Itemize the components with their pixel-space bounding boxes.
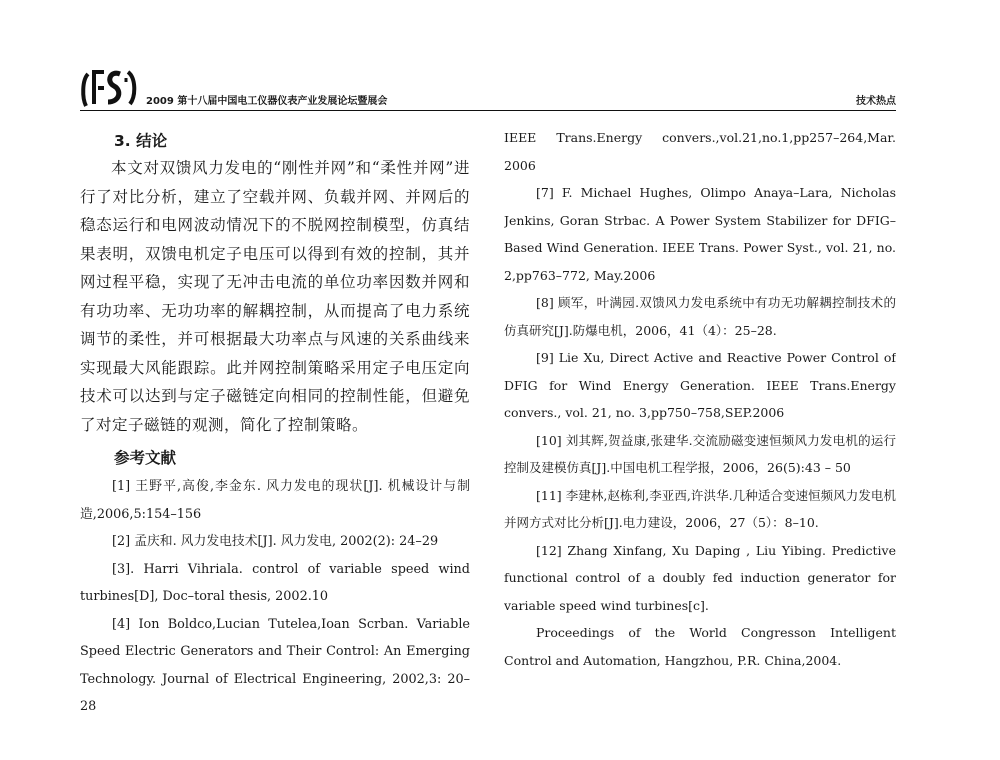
conclusion-heading: 3. 结论	[114, 132, 168, 150]
left-column	[80, 124, 470, 760]
section-label: 技术热点	[856, 96, 896, 107]
references-heading: 参考文献	[114, 449, 177, 467]
conference-title: 2009 第十八届中国电工仪器仪表产业发展论坛暨展会	[146, 96, 388, 107]
right-column	[504, 124, 896, 760]
reference-2: [2] 孟庆和. 风力发电技术[J]. 风力发电, 2002(2): 24–29	[112, 534, 439, 549]
reference-4: [4] Ion Boldco,Lucian Tutelea,Ioan Scrban. Variable Speed Electric Generators and Their Control: An Emerging Technology. Journal of Electrical Engineering, 2002,3: 20–28	[80, 616, 470, 714]
header-rule	[80, 110, 896, 111]
reference-8: [8] 顾军，叶满园.双馈风力发电系统中有功无功解耦控制技术的仿真研究[J].防爆电机，2006，41（4）：25–28.	[504, 295, 896, 338]
reference-12-proceedings: Proceedings of the World Congresson Intelligent Control and Automation, Hangzhou, P.R. China,2004.	[504, 625, 896, 668]
reference-7: [7] F. Michael Hughes, Olimpo Anaya–Lara, Nicholas Jenkins, Goran Strbac. A Power System Stabilizer for DFIG–Based Wind Generation. IEEE Trans. Power Syst., vol. 21, no. 2,pp763–772, May.2006	[504, 185, 896, 283]
reference-1: [1] 王野平,高俊,李金东. 风力发电的现状[J]. 机械设计与制造,2006,5:154–156	[80, 479, 470, 522]
reference-9: [9] Lie Xu, Direct Active and Reactive Power Control of DFIG for Wind Energy Generation. IEEE Trans.Energy convers., vol. 21, no. 3,pp750–758,SEP.2006	[504, 350, 896, 420]
reference-11: [11] 李建林,赵栋利,李亚西,许洪华.几种适合变速恒频风力发电机并网方式对比分析[J].电力建设，2006，27（5）：8–10.	[504, 487, 896, 530]
reference-6-continuation: IEEE Trans.Energy convers.,vol.21,no.1,pp257–264,Mar. 2006	[504, 130, 896, 173]
conclusion-paragraph: 本文对双馈风力发电的“刚性并网”和“柔性并网”进行了对比分析，建立了空载并网、负载并网、并网后的稳态运行和电网波动情况下的不脱网控制模型，仿真结果表明，双馈电机定子电压可以得到有效的控制，其并网过程平稳，实现了无冲击电流的单位功率因数并网和有功功率、无功功率的解耦控制，从而提高了电力系统调节的柔性，并可根据最大功率点与风速的关系曲线来实现最大风能跟踪。此并网控制策略采用定子电压定向技术可以达到与定子磁链定向相同的控制性能，但避免了对定子磁链的观测，简化了控制策略。	[80, 159, 470, 434]
conference-logo	[80, 68, 140, 108]
reference-12: [12] Zhang Xinfang, Xu Daping , Liu Yibing. Predictive functional control of a doubly fed induction generator for variable speed wind turbines[c].	[504, 542, 896, 613]
reference-10: [10] 刘其辉,贺益康,张建华.交流励磁变速恒频风力发电机的运行控制及建模仿真[J].中国电机工程学报，2006，26(5):43 – 50	[504, 432, 896, 475]
reference-3: [3]. Harri Vihriala. control of variable speed wind turbines[D], Doc–toral thesis, 2002.10	[80, 561, 470, 604]
